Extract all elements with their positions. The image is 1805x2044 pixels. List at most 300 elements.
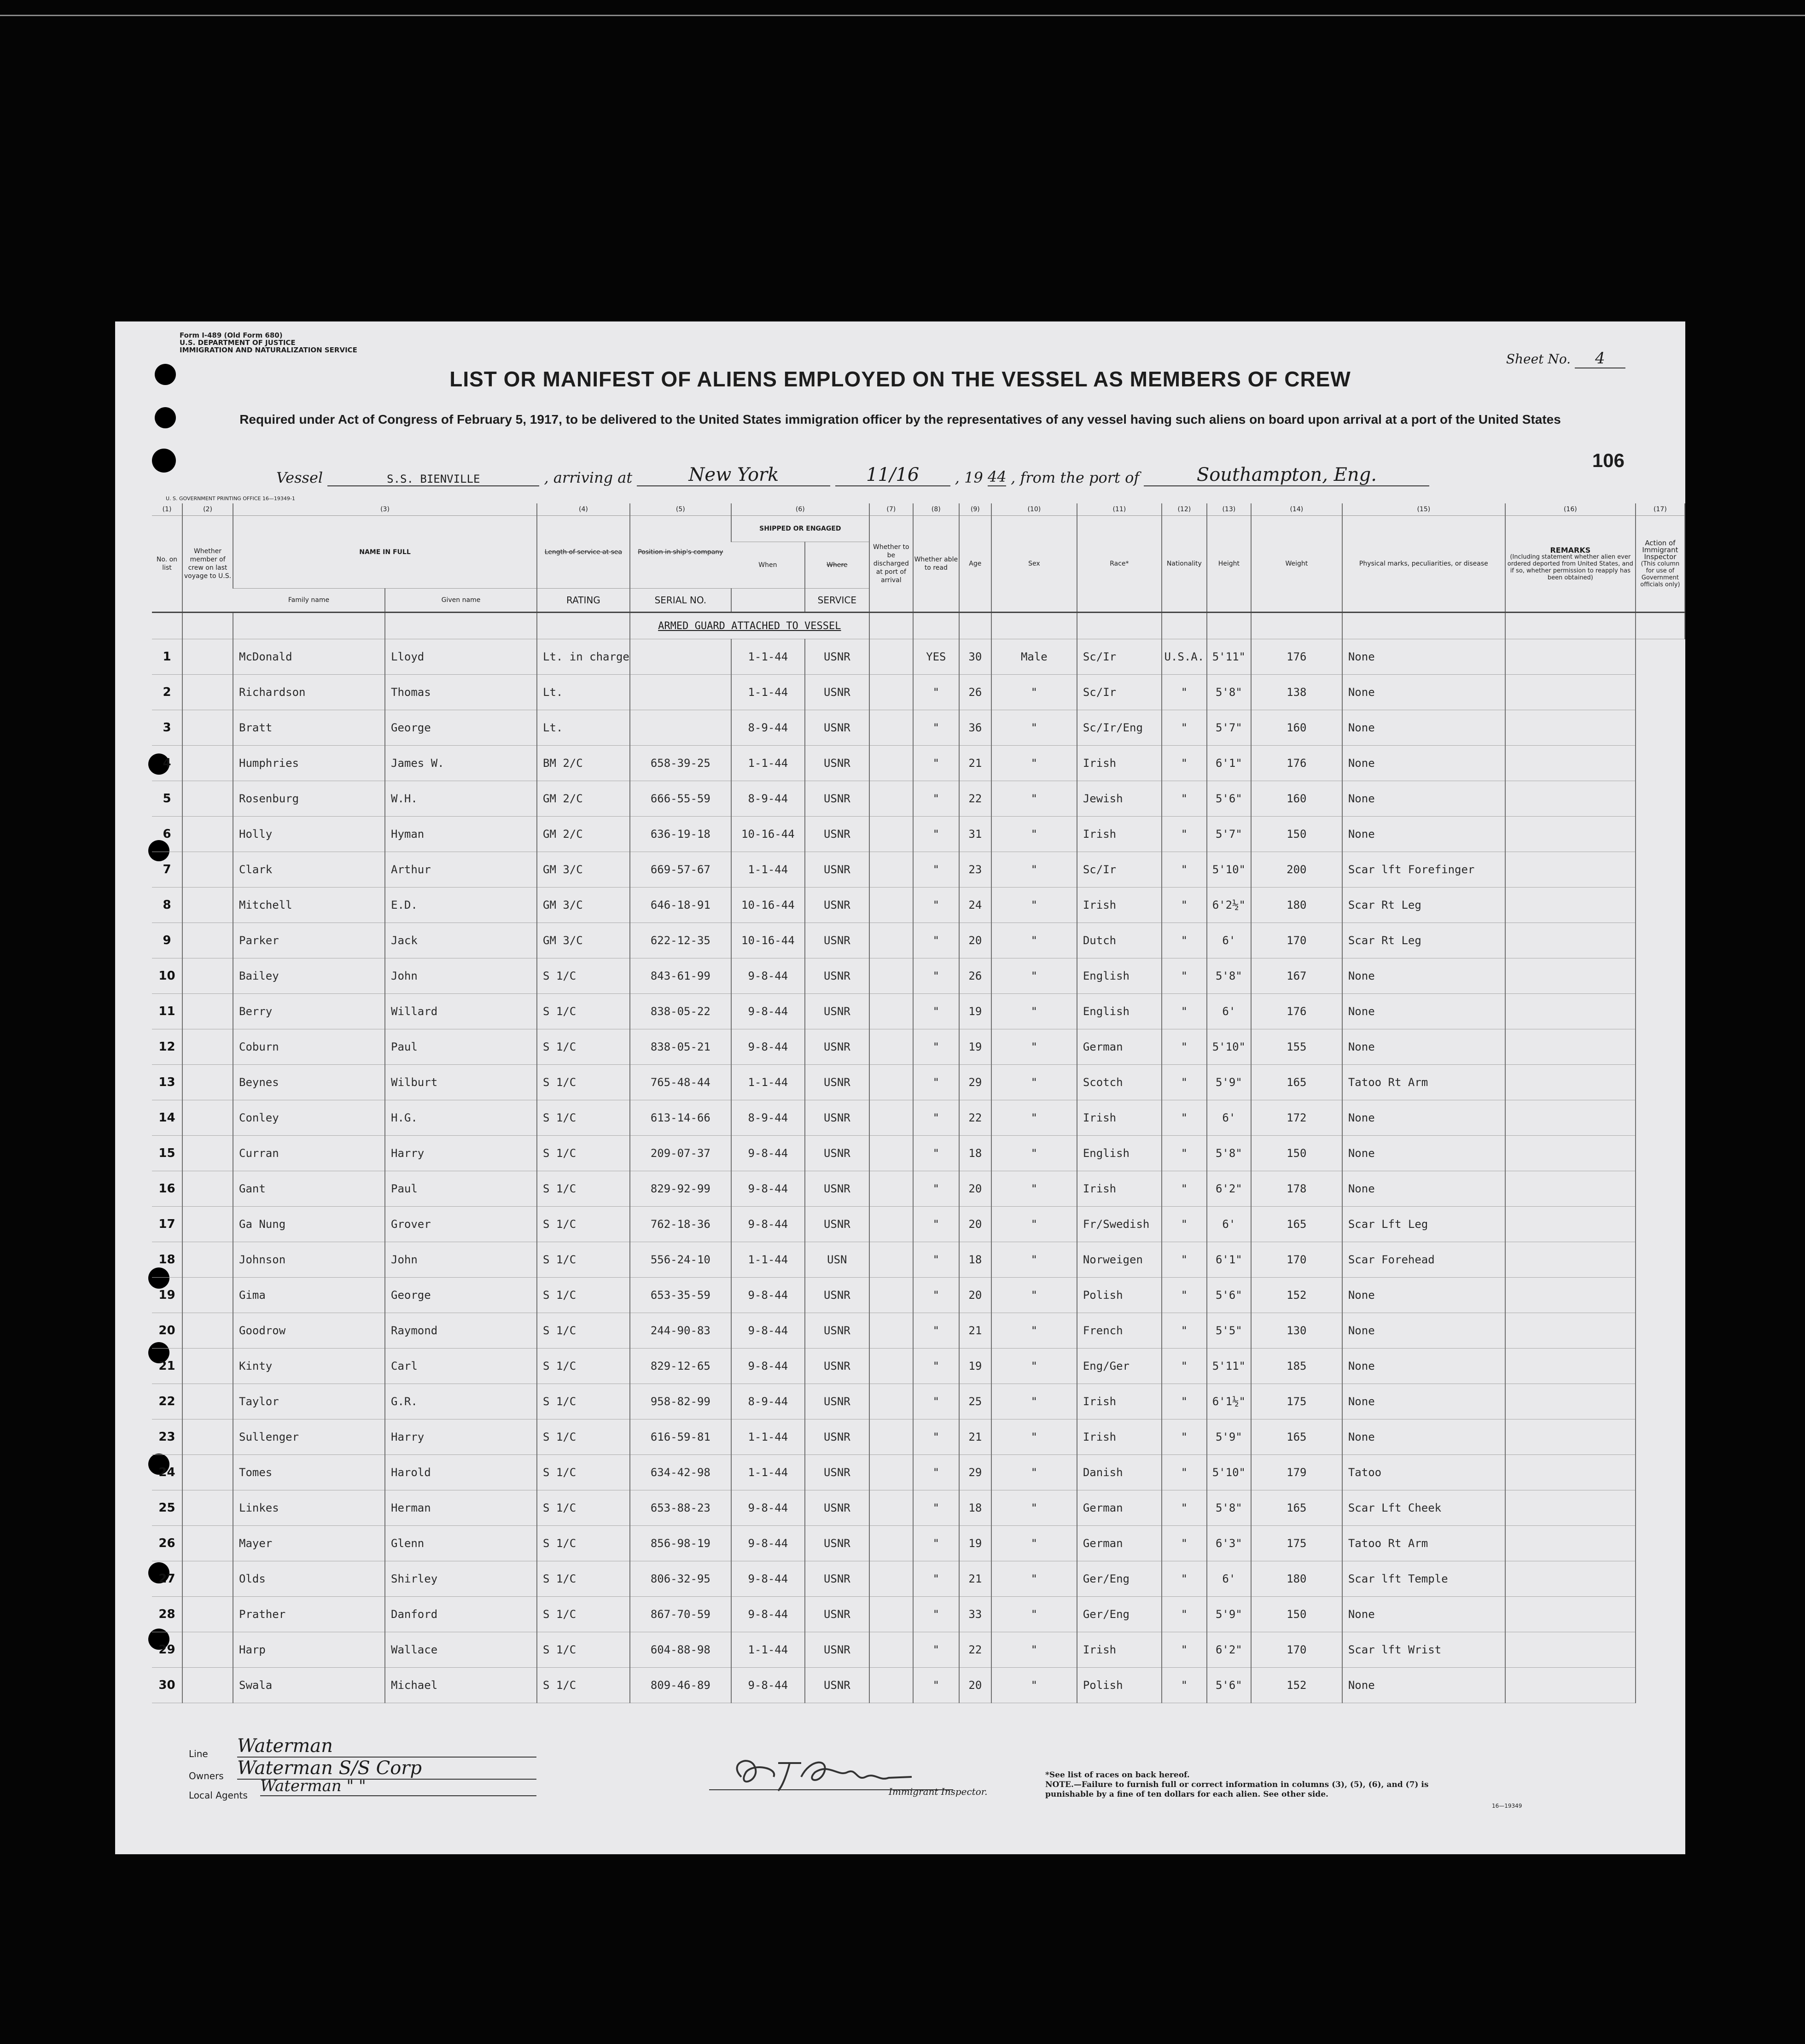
crew-row <box>152 1384 1685 1419</box>
empty-cell <box>1505 1313 1636 1349</box>
empty-cell <box>182 1455 233 1490</box>
empty-cell <box>869 1313 913 1349</box>
sex: " <box>991 1349 1077 1384</box>
punch-hole <box>155 407 176 428</box>
col-number: (9) <box>959 503 991 516</box>
shipped-when: 8-9-44 <box>731 710 805 746</box>
physical-marks: None <box>1342 1136 1505 1171</box>
shipped-when: 10-16-44 <box>731 923 805 958</box>
physical-marks: None <box>1342 639 1505 675</box>
empty-cell <box>182 1136 233 1171</box>
physical-marks: None <box>1342 1349 1505 1384</box>
able-to-read: " <box>913 1136 959 1171</box>
height: 6'1" <box>1207 1242 1251 1278</box>
weight: 138 <box>1251 675 1342 710</box>
serial-number: 669-57-67 <box>630 852 731 888</box>
empty-cell <box>869 1419 913 1455</box>
given-name: Michael <box>385 1668 537 1703</box>
action-subtitle: (This column for use of Government officials only) <box>1640 560 1680 588</box>
age: 36 <box>959 710 991 746</box>
nationality: " <box>1162 1207 1207 1242</box>
crew-row <box>152 746 1685 781</box>
owners-label: Owners <box>189 1770 224 1781</box>
empty-cell <box>869 923 913 958</box>
given-name: John <box>385 958 537 994</box>
weight: 155 <box>1251 1029 1342 1065</box>
weight: 175 <box>1251 1384 1342 1419</box>
physical-marks: Scar Lft Cheek <box>1342 1490 1505 1526</box>
crew-row <box>152 639 1685 675</box>
race: Danish <box>1077 1455 1162 1490</box>
col-number: (8) <box>913 503 959 516</box>
sex: " <box>991 1455 1077 1490</box>
service: USNR <box>805 888 869 923</box>
serial-number: 613-14-66 <box>630 1100 731 1136</box>
crew-row <box>152 994 1685 1029</box>
sex: " <box>991 1419 1077 1455</box>
family-name: Berry <box>233 994 385 1029</box>
race: Jewish <box>1077 781 1162 817</box>
nationality: " <box>1162 1597 1207 1632</box>
crew-no: 10 <box>152 958 182 994</box>
empty-cell <box>1505 1242 1636 1278</box>
crew-no: 23 <box>152 1419 182 1455</box>
crew-no: 11 <box>152 994 182 1029</box>
age: 26 <box>959 675 991 710</box>
family-name: McDonald <box>233 639 385 675</box>
empty-cell <box>869 817 913 852</box>
sex: Male <box>991 639 1077 675</box>
empty-cell <box>869 1384 913 1419</box>
manifest-footer <box>115 1722 1685 1837</box>
empty-cell <box>869 1561 913 1597</box>
sex: " <box>991 888 1077 923</box>
given-name: Paul <box>385 1171 537 1207</box>
serial-number: 838-05-22 <box>630 994 731 1029</box>
sex: " <box>991 675 1077 710</box>
sex: " <box>991 1632 1077 1668</box>
nationality: " <box>1162 1561 1207 1597</box>
given-name: Thomas <box>385 675 537 710</box>
penalty-note: NOTE.—Failure to furnish full or correct information in columns (3), (5), (6), and (7) is punishable by a fine of ten dollars for each alien. See other side. <box>1045 1780 1429 1799</box>
empty-cell <box>869 1065 913 1100</box>
serial-number: 958-82-99 <box>630 1384 731 1419</box>
age: 31 <box>959 817 991 852</box>
service: USNR <box>805 1419 869 1455</box>
serial-number: 762-18-36 <box>630 1207 731 1242</box>
empty-cell <box>869 1242 913 1278</box>
serial-number: 636-19-18 <box>630 817 731 852</box>
year-prefix: , 19 <box>955 469 983 486</box>
serial-number: 556-24-10 <box>630 1242 731 1278</box>
empty-cell <box>182 1597 233 1632</box>
serial-number: 829-92-99 <box>630 1171 731 1207</box>
nationality: " <box>1162 1455 1207 1490</box>
col-header-serial: SERIAL NO. <box>630 589 731 613</box>
nationality: " <box>1162 1100 1207 1136</box>
empty-cell <box>1505 958 1636 994</box>
service: USNR <box>805 1668 869 1703</box>
nationality: " <box>1162 1313 1207 1349</box>
weight: 170 <box>1251 1242 1342 1278</box>
serial-number: 616-59-81 <box>630 1419 731 1455</box>
age: 22 <box>959 1100 991 1136</box>
shipped-when: 9-8-44 <box>731 1029 805 1065</box>
departure-port: Southampton, Eng. <box>1144 464 1429 486</box>
empty-cell <box>869 888 913 923</box>
service: USNR <box>805 994 869 1029</box>
arrival-year: 44 <box>987 468 1007 485</box>
race: Irish <box>1077 1100 1162 1136</box>
col-number: (16) <box>1505 503 1636 516</box>
col-header-name: NAME IN FULL <box>233 516 537 589</box>
rating: GM 2/C <box>537 817 630 852</box>
sex: " <box>991 817 1077 852</box>
physical-marks: None <box>1342 1313 1505 1349</box>
serial-number: 867-70-59 <box>630 1597 731 1632</box>
shipped-when: 9-8-44 <box>731 958 805 994</box>
nationality: U.S.A. <box>1162 639 1207 675</box>
able-to-read: " <box>913 1313 959 1349</box>
col-header-weight: Weight <box>1251 516 1342 613</box>
col-number: (12) <box>1162 503 1207 516</box>
serial-number: 653-35-59 <box>630 1278 731 1313</box>
crew-no: 5 <box>152 781 182 817</box>
age: 21 <box>959 746 991 781</box>
physical-marks: Scar lft Temple <box>1342 1561 1505 1597</box>
given-name: Harry <box>385 1419 537 1455</box>
race: Scotch <box>1077 1065 1162 1100</box>
sex: " <box>991 994 1077 1029</box>
crew-row <box>152 781 1685 817</box>
rating: S 1/C <box>537 1419 630 1455</box>
height: 5'9" <box>1207 1419 1251 1455</box>
empty-cell <box>1505 1100 1636 1136</box>
family-name: Curran <box>233 1136 385 1171</box>
sex: " <box>991 1597 1077 1632</box>
age: 18 <box>959 1490 991 1526</box>
nationality: " <box>1162 1668 1207 1703</box>
given-name: George <box>385 1278 537 1313</box>
col-number: (13) <box>1207 503 1251 516</box>
age: 18 <box>959 1136 991 1171</box>
empty-cell <box>869 1597 913 1632</box>
empty-cell <box>182 1561 233 1597</box>
physical-marks: Scar lft Forefinger <box>1342 852 1505 888</box>
race: Dutch <box>1077 923 1162 958</box>
height: 6' <box>1207 923 1251 958</box>
crew-row <box>152 1242 1685 1278</box>
sheet-number <box>1506 349 1625 368</box>
serial-number: 666-55-59 <box>630 781 731 817</box>
serial-number: 658-39-25 <box>630 746 731 781</box>
col-header-race: Race* <box>1077 516 1162 613</box>
races-note: *See list of races on back hereof. <box>1045 1770 1190 1780</box>
rating: S 1/C <box>537 1207 630 1242</box>
race: Irish <box>1077 888 1162 923</box>
crew-no: 14 <box>152 1100 182 1136</box>
col-header-no: No. on list <box>152 516 182 613</box>
sex: " <box>991 1490 1077 1526</box>
crew-no: 27 <box>152 1561 182 1597</box>
col-number: (17) <box>1636 503 1685 516</box>
sex: " <box>991 1668 1077 1703</box>
physical-marks: None <box>1342 958 1505 994</box>
action-title: Action of Immigrant Inspector <box>1642 538 1678 561</box>
weight: 180 <box>1251 888 1342 923</box>
given-name: Herman <box>385 1490 537 1526</box>
empty-cell <box>1505 852 1636 888</box>
arrival-date: 11/16 <box>835 464 950 486</box>
rating: GM 3/C <box>537 923 630 958</box>
weight: 200 <box>1251 852 1342 888</box>
crew-row <box>152 1100 1685 1136</box>
serial-number: 244-90-83 <box>630 1313 731 1349</box>
col-header-when: When <box>731 542 805 589</box>
serial-number: 838-05-21 <box>630 1029 731 1065</box>
crew-no: 2 <box>152 675 182 710</box>
able-to-read: " <box>913 781 959 817</box>
weight: 165 <box>1251 1065 1342 1100</box>
height: 6'2" <box>1207 1171 1251 1207</box>
sex: " <box>991 923 1077 958</box>
service: USNR <box>805 817 869 852</box>
crew-no: 19 <box>152 1278 182 1313</box>
able-to-read: " <box>913 994 959 1029</box>
crew-no: 25 <box>152 1490 182 1526</box>
given-name: W.H. <box>385 781 537 817</box>
empty-cell <box>182 1668 233 1703</box>
agents-value: Waterman " " <box>260 1777 536 1796</box>
empty-cell <box>869 1278 913 1313</box>
serial-number: 809-46-89 <box>630 1668 731 1703</box>
shipped-when: 1-1-44 <box>731 1065 805 1100</box>
col-number: (14) <box>1251 503 1342 516</box>
crew-no: 6 <box>152 817 182 852</box>
form-identifier <box>180 332 357 354</box>
shipped-when: 8-9-44 <box>731 1100 805 1136</box>
race: German <box>1077 1490 1162 1526</box>
line-value: Waterman <box>237 1735 536 1758</box>
age: 19 <box>959 1029 991 1065</box>
crew-no: 26 <box>152 1526 182 1561</box>
crew-row <box>152 1668 1685 1703</box>
armed-guard-label: ARMED GUARD ATTACHED TO VESSEL <box>630 613 869 639</box>
sex: " <box>991 1242 1077 1278</box>
col-number: (4) <box>537 503 630 516</box>
weight: 150 <box>1251 1597 1342 1632</box>
crew-row <box>152 888 1685 923</box>
physical-marks: Tatoo Rt Arm <box>1342 1526 1505 1561</box>
family-name: Bratt <box>233 710 385 746</box>
crew-row <box>152 1207 1685 1242</box>
able-to-read: " <box>913 746 959 781</box>
shipped-when: 9-8-44 <box>731 1561 805 1597</box>
rating: S 1/C <box>537 1384 630 1419</box>
service: USNR <box>805 1455 869 1490</box>
crew-no: 18 <box>152 1242 182 1278</box>
nationality: " <box>1162 817 1207 852</box>
able-to-read: " <box>913 1100 959 1136</box>
height: 5'9" <box>1207 1065 1251 1100</box>
shipped-when: 9-8-44 <box>731 1668 805 1703</box>
race: English <box>1077 1136 1162 1171</box>
crew-row <box>152 1136 1685 1171</box>
sex: " <box>991 710 1077 746</box>
empty-cell <box>182 1313 233 1349</box>
service: USNR <box>805 1171 869 1207</box>
serial-number: 765-48-44 <box>630 1065 731 1100</box>
empty-cell <box>869 1349 913 1384</box>
able-to-read: " <box>913 1207 959 1242</box>
family-name: Gima <box>233 1278 385 1313</box>
crew-manifest-table <box>152 503 1685 1703</box>
age: 23 <box>959 852 991 888</box>
given-name: Grover <box>385 1207 537 1242</box>
shipped-when: 10-16-44 <box>731 888 805 923</box>
manifest-sheet <box>115 321 1685 1854</box>
age: 20 <box>959 1278 991 1313</box>
physical-marks: Tatoo <box>1342 1455 1505 1490</box>
serial-number: 856-98-19 <box>630 1526 731 1561</box>
empty-cell <box>182 1349 233 1384</box>
able-to-read: " <box>913 1384 959 1419</box>
physical-marks: Scar lft Wrist <box>1342 1632 1505 1668</box>
form-id-line: U.S. DEPARTMENT OF JUSTICE <box>180 339 296 347</box>
able-to-read: " <box>913 1419 959 1455</box>
weight: 170 <box>1251 923 1342 958</box>
height: 5'11" <box>1207 1349 1251 1384</box>
weight: 152 <box>1251 1278 1342 1313</box>
family-name: Holly <box>233 817 385 852</box>
given-name: Wilburt <box>385 1065 537 1100</box>
rating: S 1/C <box>537 1242 630 1278</box>
given-name: Raymond <box>385 1313 537 1349</box>
nationality: " <box>1162 1526 1207 1561</box>
empty-cell <box>1505 994 1636 1029</box>
weight: 185 <box>1251 1349 1342 1384</box>
rating: S 1/C <box>537 1136 630 1171</box>
service: USNR <box>805 1561 869 1597</box>
empty-cell <box>182 1526 233 1561</box>
weight: 160 <box>1251 781 1342 817</box>
empty-cell <box>1505 923 1636 958</box>
empty-cell <box>182 781 233 817</box>
rating: S 1/C <box>537 1029 630 1065</box>
crew-no: 20 <box>152 1313 182 1349</box>
nationality: " <box>1162 888 1207 923</box>
sex: " <box>991 1313 1077 1349</box>
rating: GM 3/C <box>537 852 630 888</box>
rating: S 1/C <box>537 994 630 1029</box>
weight: 165 <box>1251 1419 1342 1455</box>
height: 5'8" <box>1207 1490 1251 1526</box>
nationality: " <box>1162 1349 1207 1384</box>
footer-notes <box>1045 1770 1441 1799</box>
race: Norweigen <box>1077 1242 1162 1278</box>
empty-cell <box>1505 1455 1636 1490</box>
age: 20 <box>959 923 991 958</box>
empty-cell <box>182 1278 233 1313</box>
from-port-label: , from the port of <box>1011 469 1140 486</box>
nationality: " <box>1162 994 1207 1029</box>
crew-no: 8 <box>152 888 182 923</box>
nationality: " <box>1162 1419 1207 1455</box>
crew-row <box>152 817 1685 852</box>
service: USNR <box>805 1384 869 1419</box>
weight: 167 <box>1251 958 1342 994</box>
sex: " <box>991 1526 1077 1561</box>
empty-cell <box>1505 746 1636 781</box>
empty-cell <box>1505 1065 1636 1100</box>
sex: " <box>991 1561 1077 1597</box>
col-header-action <box>1636 516 1685 613</box>
race: Sc/Ir <box>1077 852 1162 888</box>
empty-cell <box>182 1100 233 1136</box>
crew-row <box>152 1490 1685 1526</box>
col-header-height: Height <box>1207 516 1251 613</box>
height: 6'3" <box>1207 1526 1251 1561</box>
nationality: " <box>1162 1029 1207 1065</box>
physical-marks: Scar Rt Leg <box>1342 888 1505 923</box>
able-to-read: " <box>913 1171 959 1207</box>
rating: GM 2/C <box>537 781 630 817</box>
physical-marks: None <box>1342 1100 1505 1136</box>
crew-no: 3 <box>152 710 182 746</box>
able-to-read: " <box>913 1526 959 1561</box>
given-name: E.D. <box>385 888 537 923</box>
col-header-read: Whether able to read <box>913 516 959 613</box>
col-header-member: Whether member of crew on last voyage to U.S. <box>182 516 233 613</box>
service: USNR <box>805 1490 869 1526</box>
crew-row <box>152 958 1685 994</box>
family-name: Linkes <box>233 1490 385 1526</box>
rating: S 1/C <box>537 1349 630 1384</box>
physical-marks: None <box>1342 994 1505 1029</box>
physical-marks: None <box>1342 1029 1505 1065</box>
family-name: Mayer <box>233 1526 385 1561</box>
height: 6'2½" <box>1207 888 1251 923</box>
empty-cell <box>182 1632 233 1668</box>
service: USNR <box>805 639 869 675</box>
family-name: Harp <box>233 1632 385 1668</box>
rating: S 1/C <box>537 1490 630 1526</box>
physical-marks: None <box>1342 1597 1505 1632</box>
race: English <box>1077 994 1162 1029</box>
family-name: Parker <box>233 923 385 958</box>
able-to-read: " <box>913 1455 959 1490</box>
service: USNR <box>805 852 869 888</box>
given-name: Carl <box>385 1349 537 1384</box>
empty-cell <box>1505 1029 1636 1065</box>
empty-cell <box>869 1100 913 1136</box>
able-to-read: " <box>913 1668 959 1703</box>
shipped-when: 8-9-44 <box>731 781 805 817</box>
rating: BM 2/C <box>537 746 630 781</box>
col-header-family: Family name <box>233 589 385 613</box>
empty-cell <box>869 1171 913 1207</box>
age: 21 <box>959 1419 991 1455</box>
physical-marks: None <box>1342 781 1505 817</box>
empty-cell <box>182 1490 233 1526</box>
empty-cell <box>869 1207 913 1242</box>
family-name: Johnson <box>233 1242 385 1278</box>
able-to-read: " <box>913 1561 959 1597</box>
height: 5'9" <box>1207 1597 1251 1632</box>
shipped-when: 1-1-44 <box>731 1455 805 1490</box>
physical-marks: None <box>1342 1419 1505 1455</box>
crew-no: 7 <box>152 852 182 888</box>
